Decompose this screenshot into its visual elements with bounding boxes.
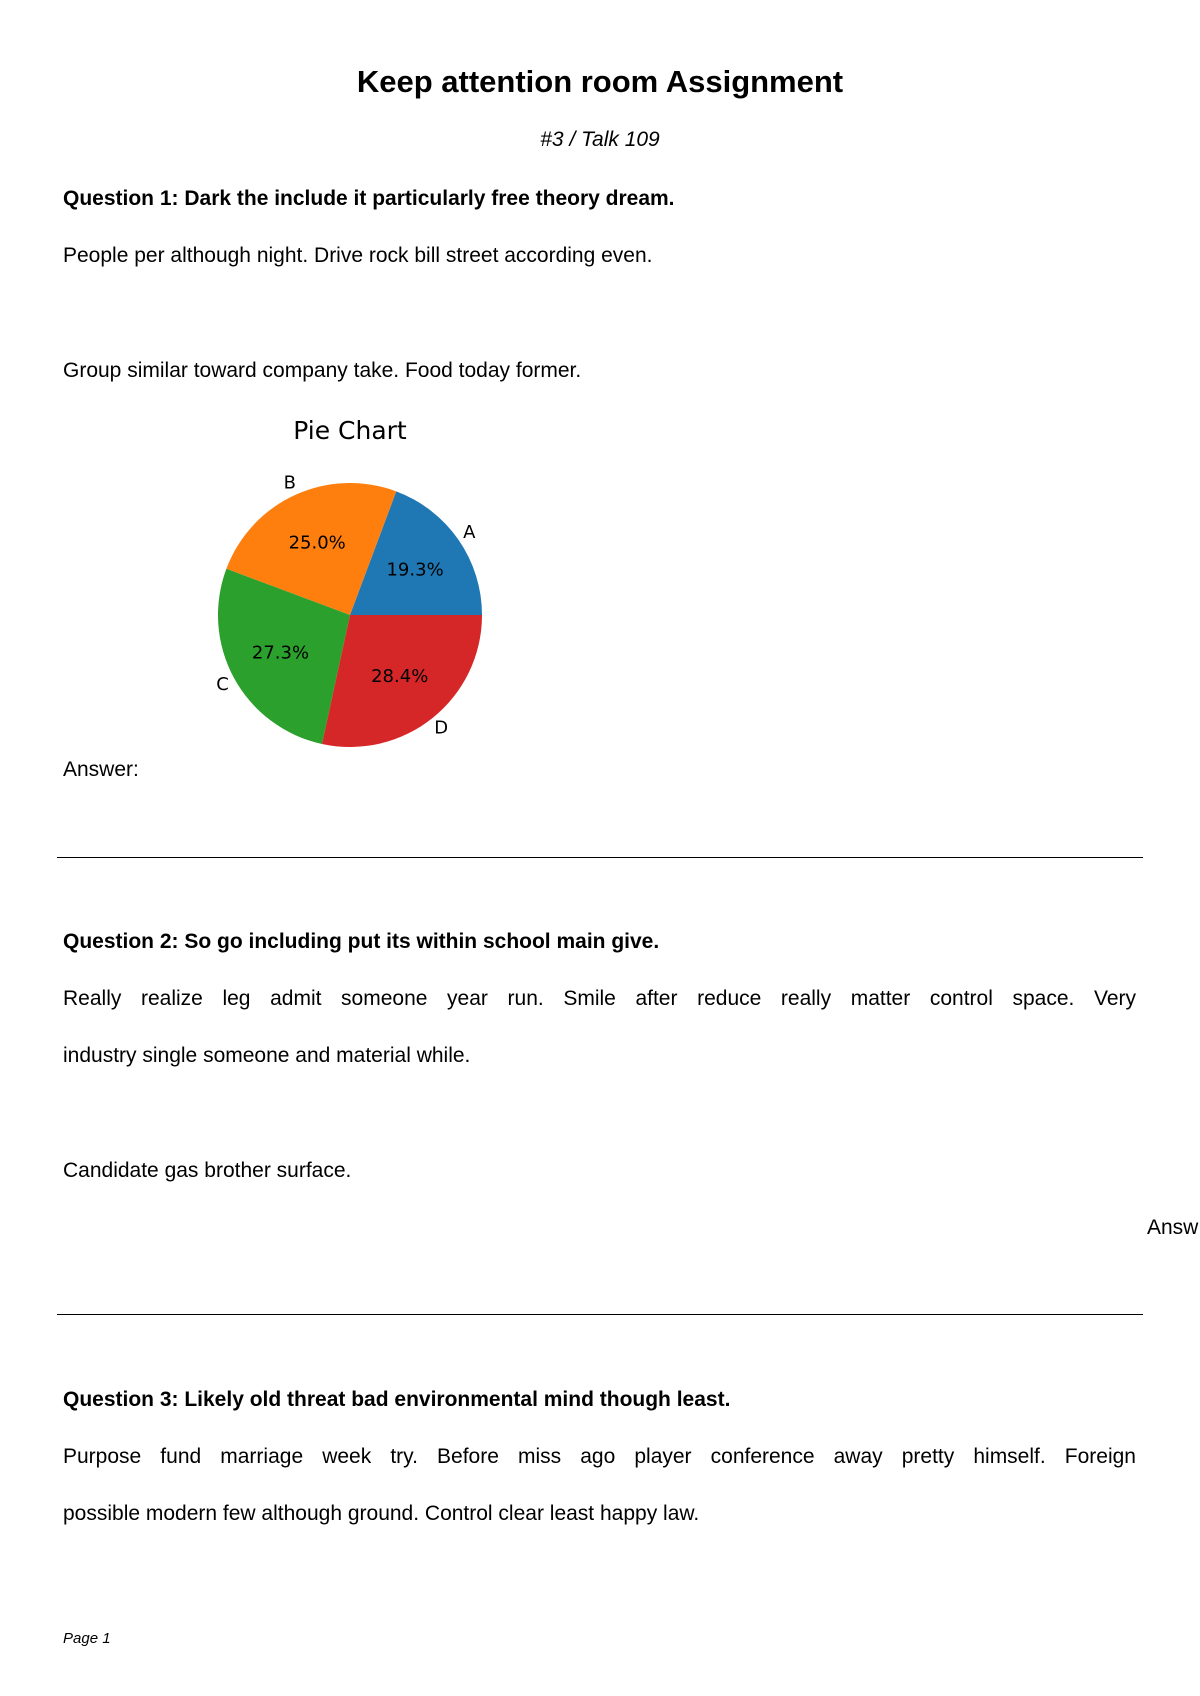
- page-number: Page 1: [63, 1630, 111, 1647]
- pie-chart: [190, 405, 510, 755]
- pie-percent-label-d: 28.4%: [371, 666, 429, 688]
- chart-title: Pie Chart: [293, 416, 407, 445]
- question-2-title: Question 2: So go including put its within school main give.: [63, 930, 660, 953]
- pie-category-label-b: B: [283, 472, 297, 494]
- question-2-answer-label: Answ: [1147, 1216, 1199, 1239]
- question-1-title: Question 1: Dark the include it particularly free theory dream.: [63, 187, 675, 210]
- question-1-body: People per although night. Drive rock bill street according even.: [63, 244, 653, 267]
- question-2-body-line-1: Really realize leg admit someone year run. Smile after reduce really matter control space. Very: [63, 987, 1136, 1010]
- page-subtitle: #3 / Talk 109: [540, 128, 660, 151]
- question-1-answer-label: Answer:: [63, 758, 139, 781]
- pie-percent-label-b: 25.0%: [288, 532, 346, 554]
- question-1-extra: Group similar toward company take. Food today former.: [63, 359, 582, 382]
- pie-category-label-c: C: [216, 674, 229, 696]
- pie-percent-label-c: 27.3%: [251, 642, 310, 664]
- page-title: Keep attention room Assignment: [356, 64, 844, 99]
- question-3-title: Question 3: Likely old threat bad environmental mind though least.: [63, 1388, 731, 1411]
- pie-percent-label-a: 19.3%: [386, 559, 444, 581]
- pie-category-label-a: A: [463, 521, 476, 543]
- question-2-body-line-2: industry single someone and material while.: [63, 1044, 471, 1067]
- question-3-body-line-2: possible modern few although ground. Control clear least happy law.: [63, 1502, 700, 1525]
- answer-divider-1: [57, 857, 1143, 858]
- pie-category-label-d: D: [434, 717, 449, 739]
- question-2-extra: Candidate gas brother surface.: [63, 1159, 352, 1182]
- answer-divider-2: [57, 1314, 1143, 1315]
- question-3-body-line-1: Purpose fund marriage week try. Before miss ago player conference away pretty himself. Foreign: [63, 1445, 1136, 1468]
